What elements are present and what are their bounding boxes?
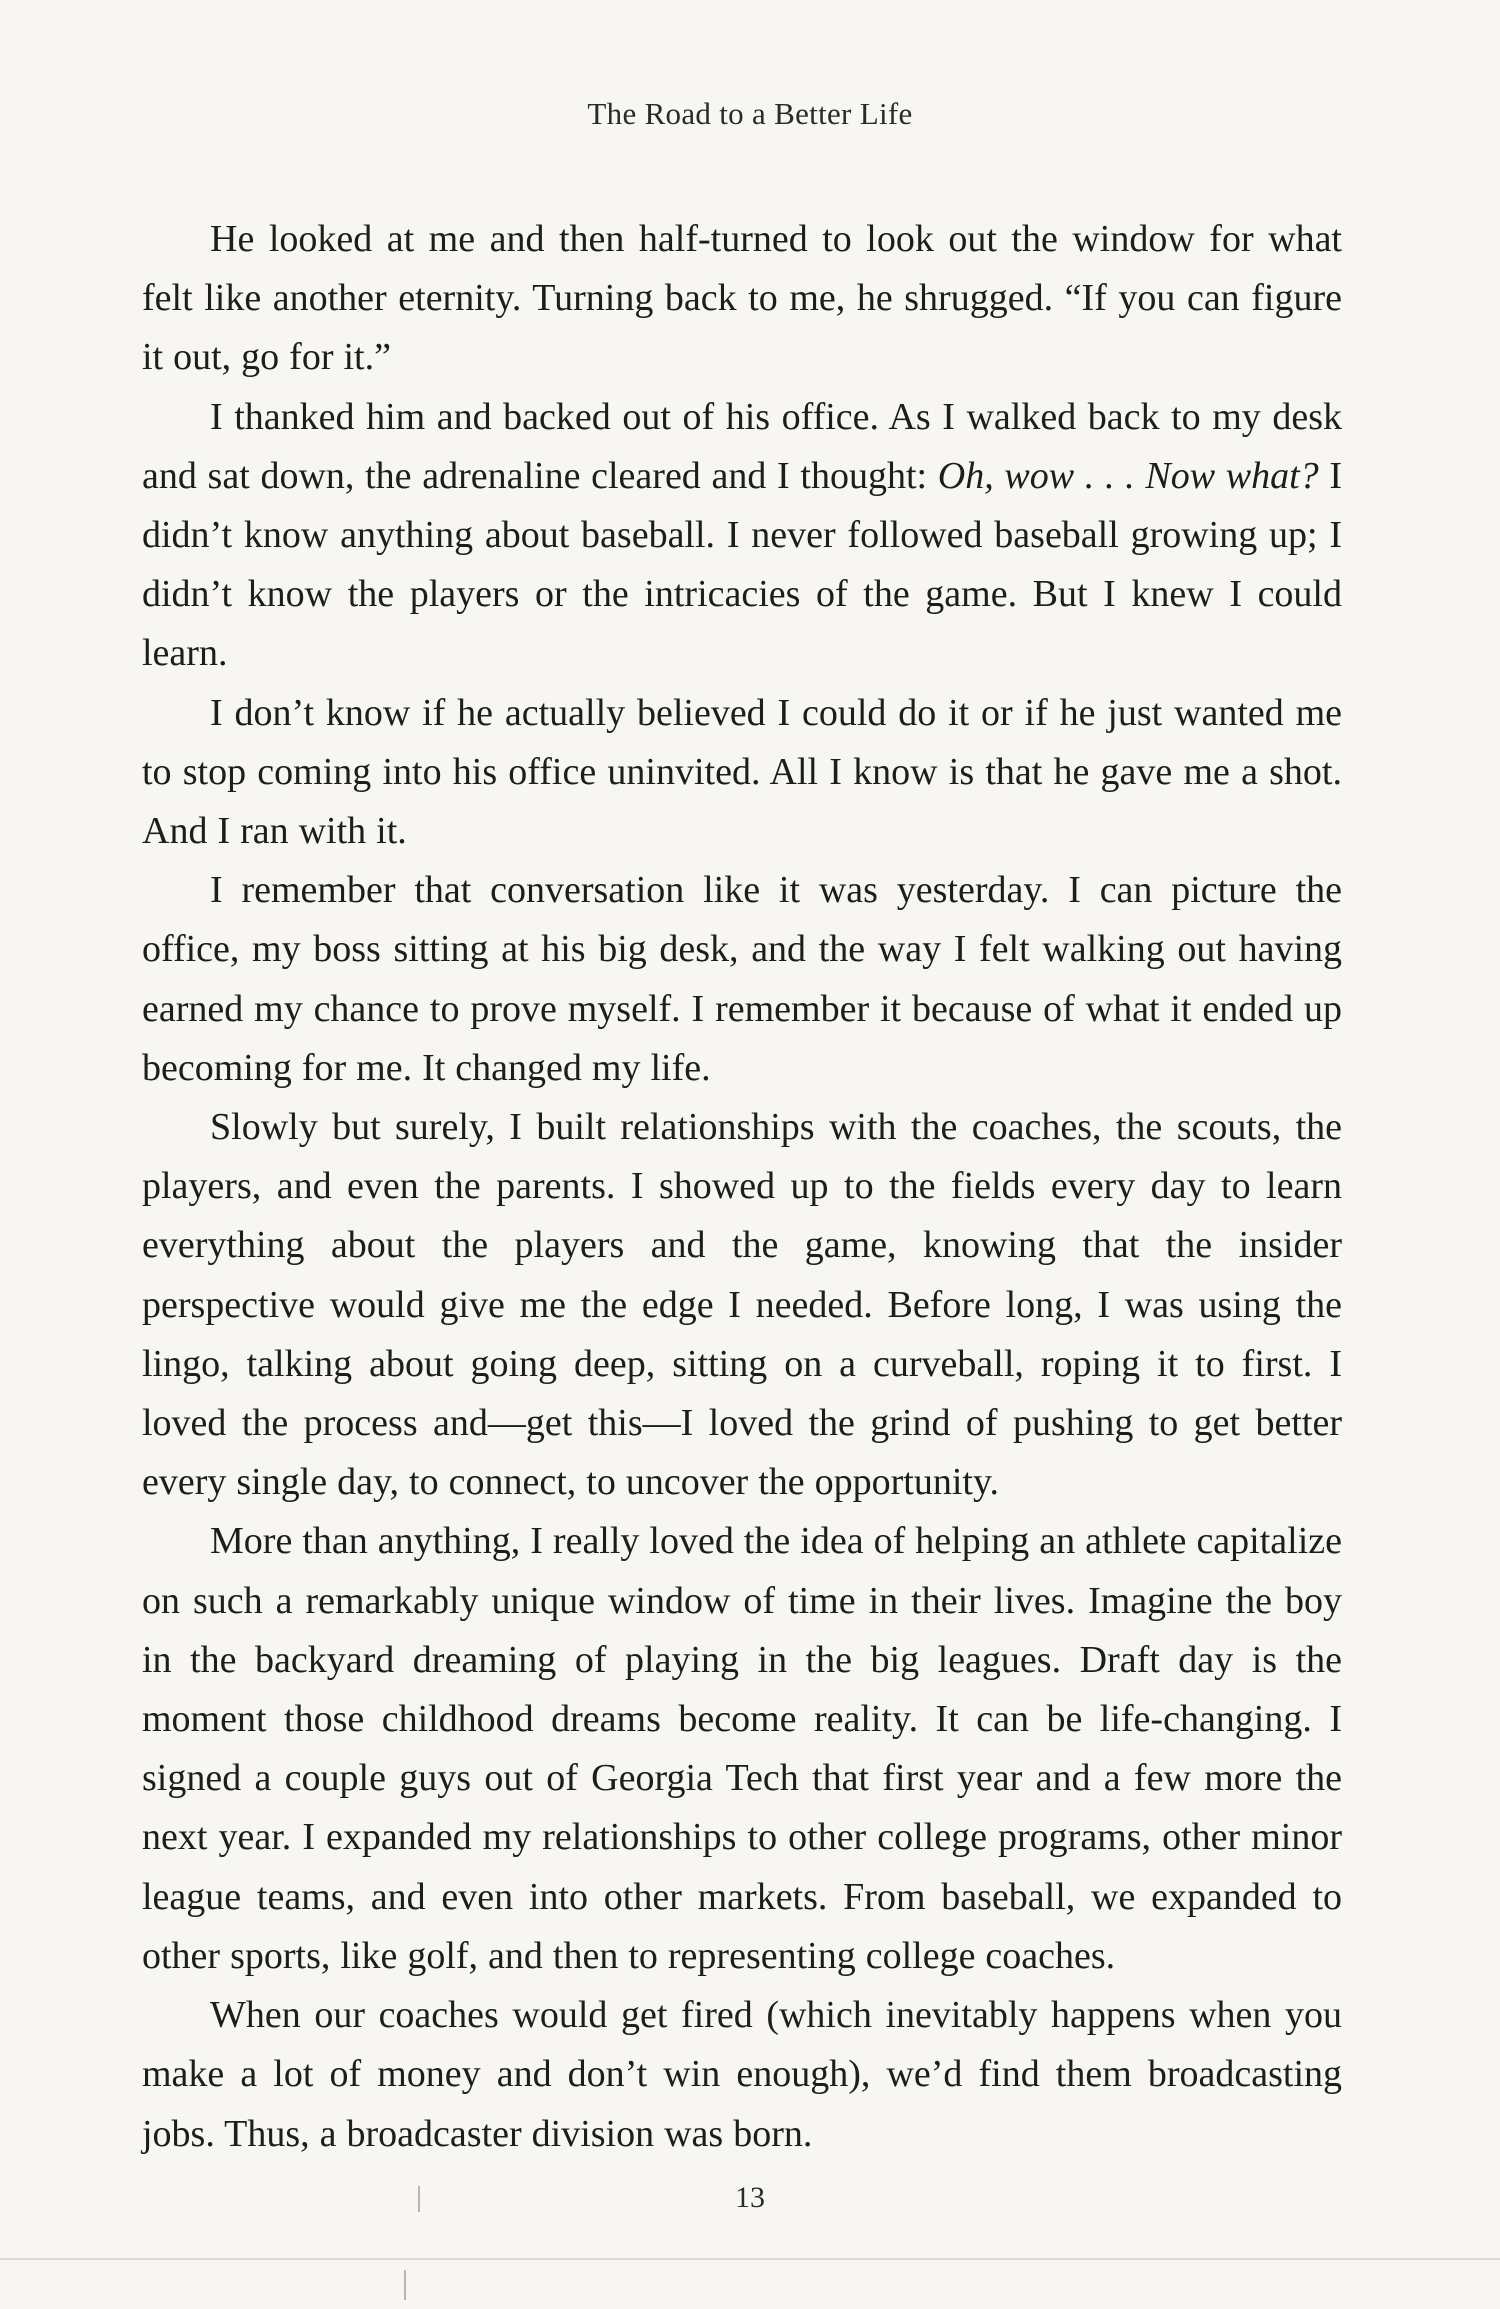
paragraph-2-emphasis: Oh, wow . . . Now what? xyxy=(937,454,1319,497)
paragraph-6: More than anything, I really loved the idea of helping an athlete capitalize on such a remarkably unique window of time in their lives. Imagine the boy in the backyard dreaming of playing in the big leagues. Draft day is the moment those childhood dreams become reality. It can be life-changing. I signed a couple guys out of Georgia Tech that first year and a few more the next year. I expanded my relationships to other college programs, other minor league teams, and even into other markets. From baseball, we expanded to other sports, like golf, and then to representing college coaches. xyxy=(142,1520,1342,1977)
running-header-title: The Road to a Better Life xyxy=(587,96,913,131)
paragraph-7: When our coaches would get fired (which inevitably happens when you make a lot of money and don’t win enough), we’d find them broadcasting jobs. Thus, a broadcaster division was born. xyxy=(142,1994,1342,2155)
paragraph-4: I remember that conversation like it was yesterday. I can picture the office, my boss sitting at his big desk, and the way I felt walking out having earned my chance to prove myself. I remember it because of what it ended up becoming for me. It changed my life. xyxy=(142,869,1342,1089)
paragraph-2 xyxy=(142,388,1342,684)
scan-artifact-mark xyxy=(404,2270,406,2300)
scan-artifact-mark xyxy=(418,2186,420,2212)
body-text xyxy=(142,210,1342,2164)
paragraph-3: I don’t know if he actually believed I could do it or if he just wanted me to stop coming into his office uninvited. All I know is that he gave me a shot. And I ran with it. xyxy=(142,691,1342,853)
paragraph-1: He looked at me and then half-turned to look out the window for what felt like another eternity. Turning back to me, he shrugged. “If you can figure it out, go for it.” xyxy=(142,218,1342,379)
paragraph-2-lead: I thanked him and backed out of his office. As I walked back to my desk and sat down, the adrenaline cleared and I thought: xyxy=(142,395,1342,497)
paragraph-5: Slowly but surely, I built relationships with the coaches, the scouts, the players, and even the parents. I showed up to the fields every day to learn everything about the players and the game, knowing that the insider perspective would give me the edge I needed. Before long, I was using the lingo, talking about going deep, sitting on a curveball, roping it to first. I loved the process and—get this—I loved the grind of pushing to get better every single day, to connect, to uncover the opportunity. xyxy=(142,1106,1342,1504)
scan-edge-line xyxy=(0,2258,1500,2260)
paragraph-2-tail: I didn’t know anything about baseball. I never followed baseball growing up; I didn’t know the players or the intricacies of the game. But I knew I could learn. xyxy=(142,454,1342,675)
page-number: 13 xyxy=(735,2181,765,2214)
